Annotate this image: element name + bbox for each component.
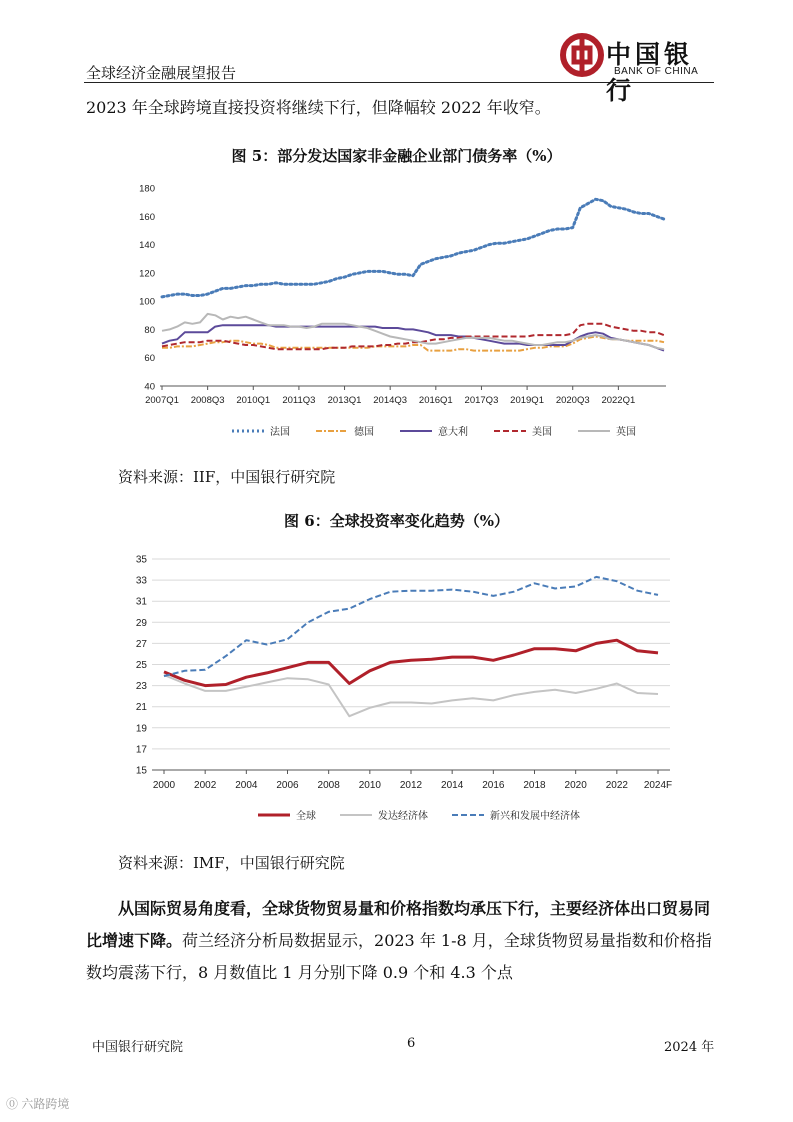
legend-label-德国: 德国 <box>354 427 374 438</box>
report-title: 全球经济金融展望报告 <box>86 64 237 82</box>
x-tick-label: 2016Q1 <box>418 395 453 406</box>
x-tick-label: 2004 <box>235 780 258 791</box>
x-tick-label: 2010 <box>358 780 381 791</box>
x-tick-label: 2016 <box>482 780 505 791</box>
y-tick-label: 140 <box>139 240 155 252</box>
y-tick-label: 31 <box>135 596 147 608</box>
legend-label-新兴和发展中经济体: 新兴和发展中经济体 <box>490 811 580 822</box>
body-paragraph <box>86 893 712 989</box>
x-tick-label: 2006 <box>276 780 299 791</box>
x-tick-label: 2017Q3 <box>464 395 499 406</box>
legend-label-英国: 英国 <box>616 427 636 438</box>
page-number: 6 <box>407 1036 416 1051</box>
x-tick-label: 2018 <box>523 780 546 791</box>
x-tick-label: 2013Q1 <box>327 395 362 406</box>
x-tick-label: 2019Q1 <box>510 395 544 406</box>
y-tick-label: 17 <box>135 744 147 756</box>
y-tick-label: 120 <box>139 268 155 280</box>
x-tick-label: 2020Q3 <box>555 395 590 406</box>
figure5-title: 图 5：部分发达国家非金融企业部门债务率（%） <box>231 147 562 165</box>
legend-label-发达经济体: 发达经济体 <box>378 811 428 822</box>
body-paragraph-rest: 荷兰经济分析局数据显示，2023 年 1-8 月，全球货物贸易量指数和价格指数均震荡下行，8 月数值比 1 月分别下降 0.9 个和 4.3 个点 <box>86 931 712 982</box>
y-tick-label: 60 <box>144 353 155 365</box>
x-tick-label: 2024F <box>643 780 673 791</box>
figure6-chart <box>0 548 793 838</box>
y-tick-label: 19 <box>135 723 147 735</box>
y-tick-label: 100 <box>139 296 155 308</box>
y-tick-label: 27 <box>135 638 147 650</box>
footer-year: 2024 年 <box>664 1040 715 1055</box>
y-tick-label: 15 <box>135 765 147 777</box>
y-tick-label: 80 <box>144 324 155 336</box>
legend-label-全球: 全球 <box>296 811 316 822</box>
x-tick-label: 2008 <box>317 780 340 791</box>
x-tick-label: 2014Q3 <box>373 395 408 406</box>
y-tick-label: 160 <box>139 211 155 223</box>
logo-english-name: BANK OF CHINA <box>614 66 699 77</box>
y-tick-label: 180 <box>139 183 155 195</box>
figure5-source: 资料来源：IIF，中国银行研究院 <box>118 468 336 486</box>
x-tick-label: 2000 <box>152 780 176 791</box>
bank-of-china-logo <box>560 33 720 105</box>
x-tick-label: 2010Q1 <box>236 395 271 406</box>
watermark-badge-icon: ⓪ <box>6 1097 22 1111</box>
body-paragraph-lead: 从国际贸易角度看，全球货物贸易量和价格指数均承压下行，主要经济体出口贸易同比增速下降。 <box>86 899 711 950</box>
y-tick-label: 29 <box>135 617 147 629</box>
x-tick-label: 2011Q3 <box>282 395 316 406</box>
y-tick-label: 23 <box>135 681 147 693</box>
series-line-法国 <box>162 199 664 297</box>
y-tick-label: 25 <box>135 660 147 671</box>
x-tick-label: 2022 <box>605 780 628 791</box>
x-tick-label: 2002 <box>194 780 217 791</box>
y-tick-label: 21 <box>135 702 147 714</box>
x-tick-label: 2014 <box>441 780 464 791</box>
figure6-title: 图 6：全球投资率变化趋势（%） <box>284 512 509 530</box>
x-tick-label: 2012 <box>399 780 423 791</box>
watermark-text: 六路跨境 <box>21 1097 70 1111</box>
y-tick-label: 33 <box>135 575 147 587</box>
logo-chinese-name: 中国银行 <box>606 40 694 105</box>
x-tick-label: 2020 <box>564 780 587 791</box>
bank-of-china-emblem-icon <box>560 33 604 77</box>
x-tick-label: 2008Q3 <box>190 395 225 406</box>
y-tick-label: 40 <box>144 381 155 393</box>
figure5-chart <box>0 178 793 458</box>
footer-institute: 中国银行研究院 <box>92 1040 184 1055</box>
legend-label-法国: 法国 <box>270 427 290 438</box>
intro-paragraph: 2023 年全球跨境直接投资将继续下行，但降幅较 2022 年收窄。 <box>86 98 551 117</box>
x-tick-label: 2007Q1 <box>145 395 179 406</box>
watermark <box>6 1095 69 1112</box>
x-tick-label: 2022Q1 <box>601 395 636 406</box>
legend-label-美国: 美国 <box>532 427 552 438</box>
figure6-source: 资料来源：IMF，中国银行研究院 <box>118 854 345 872</box>
y-tick-label: 35 <box>135 554 147 566</box>
legend-label-意大利: 意大利 <box>438 427 468 438</box>
